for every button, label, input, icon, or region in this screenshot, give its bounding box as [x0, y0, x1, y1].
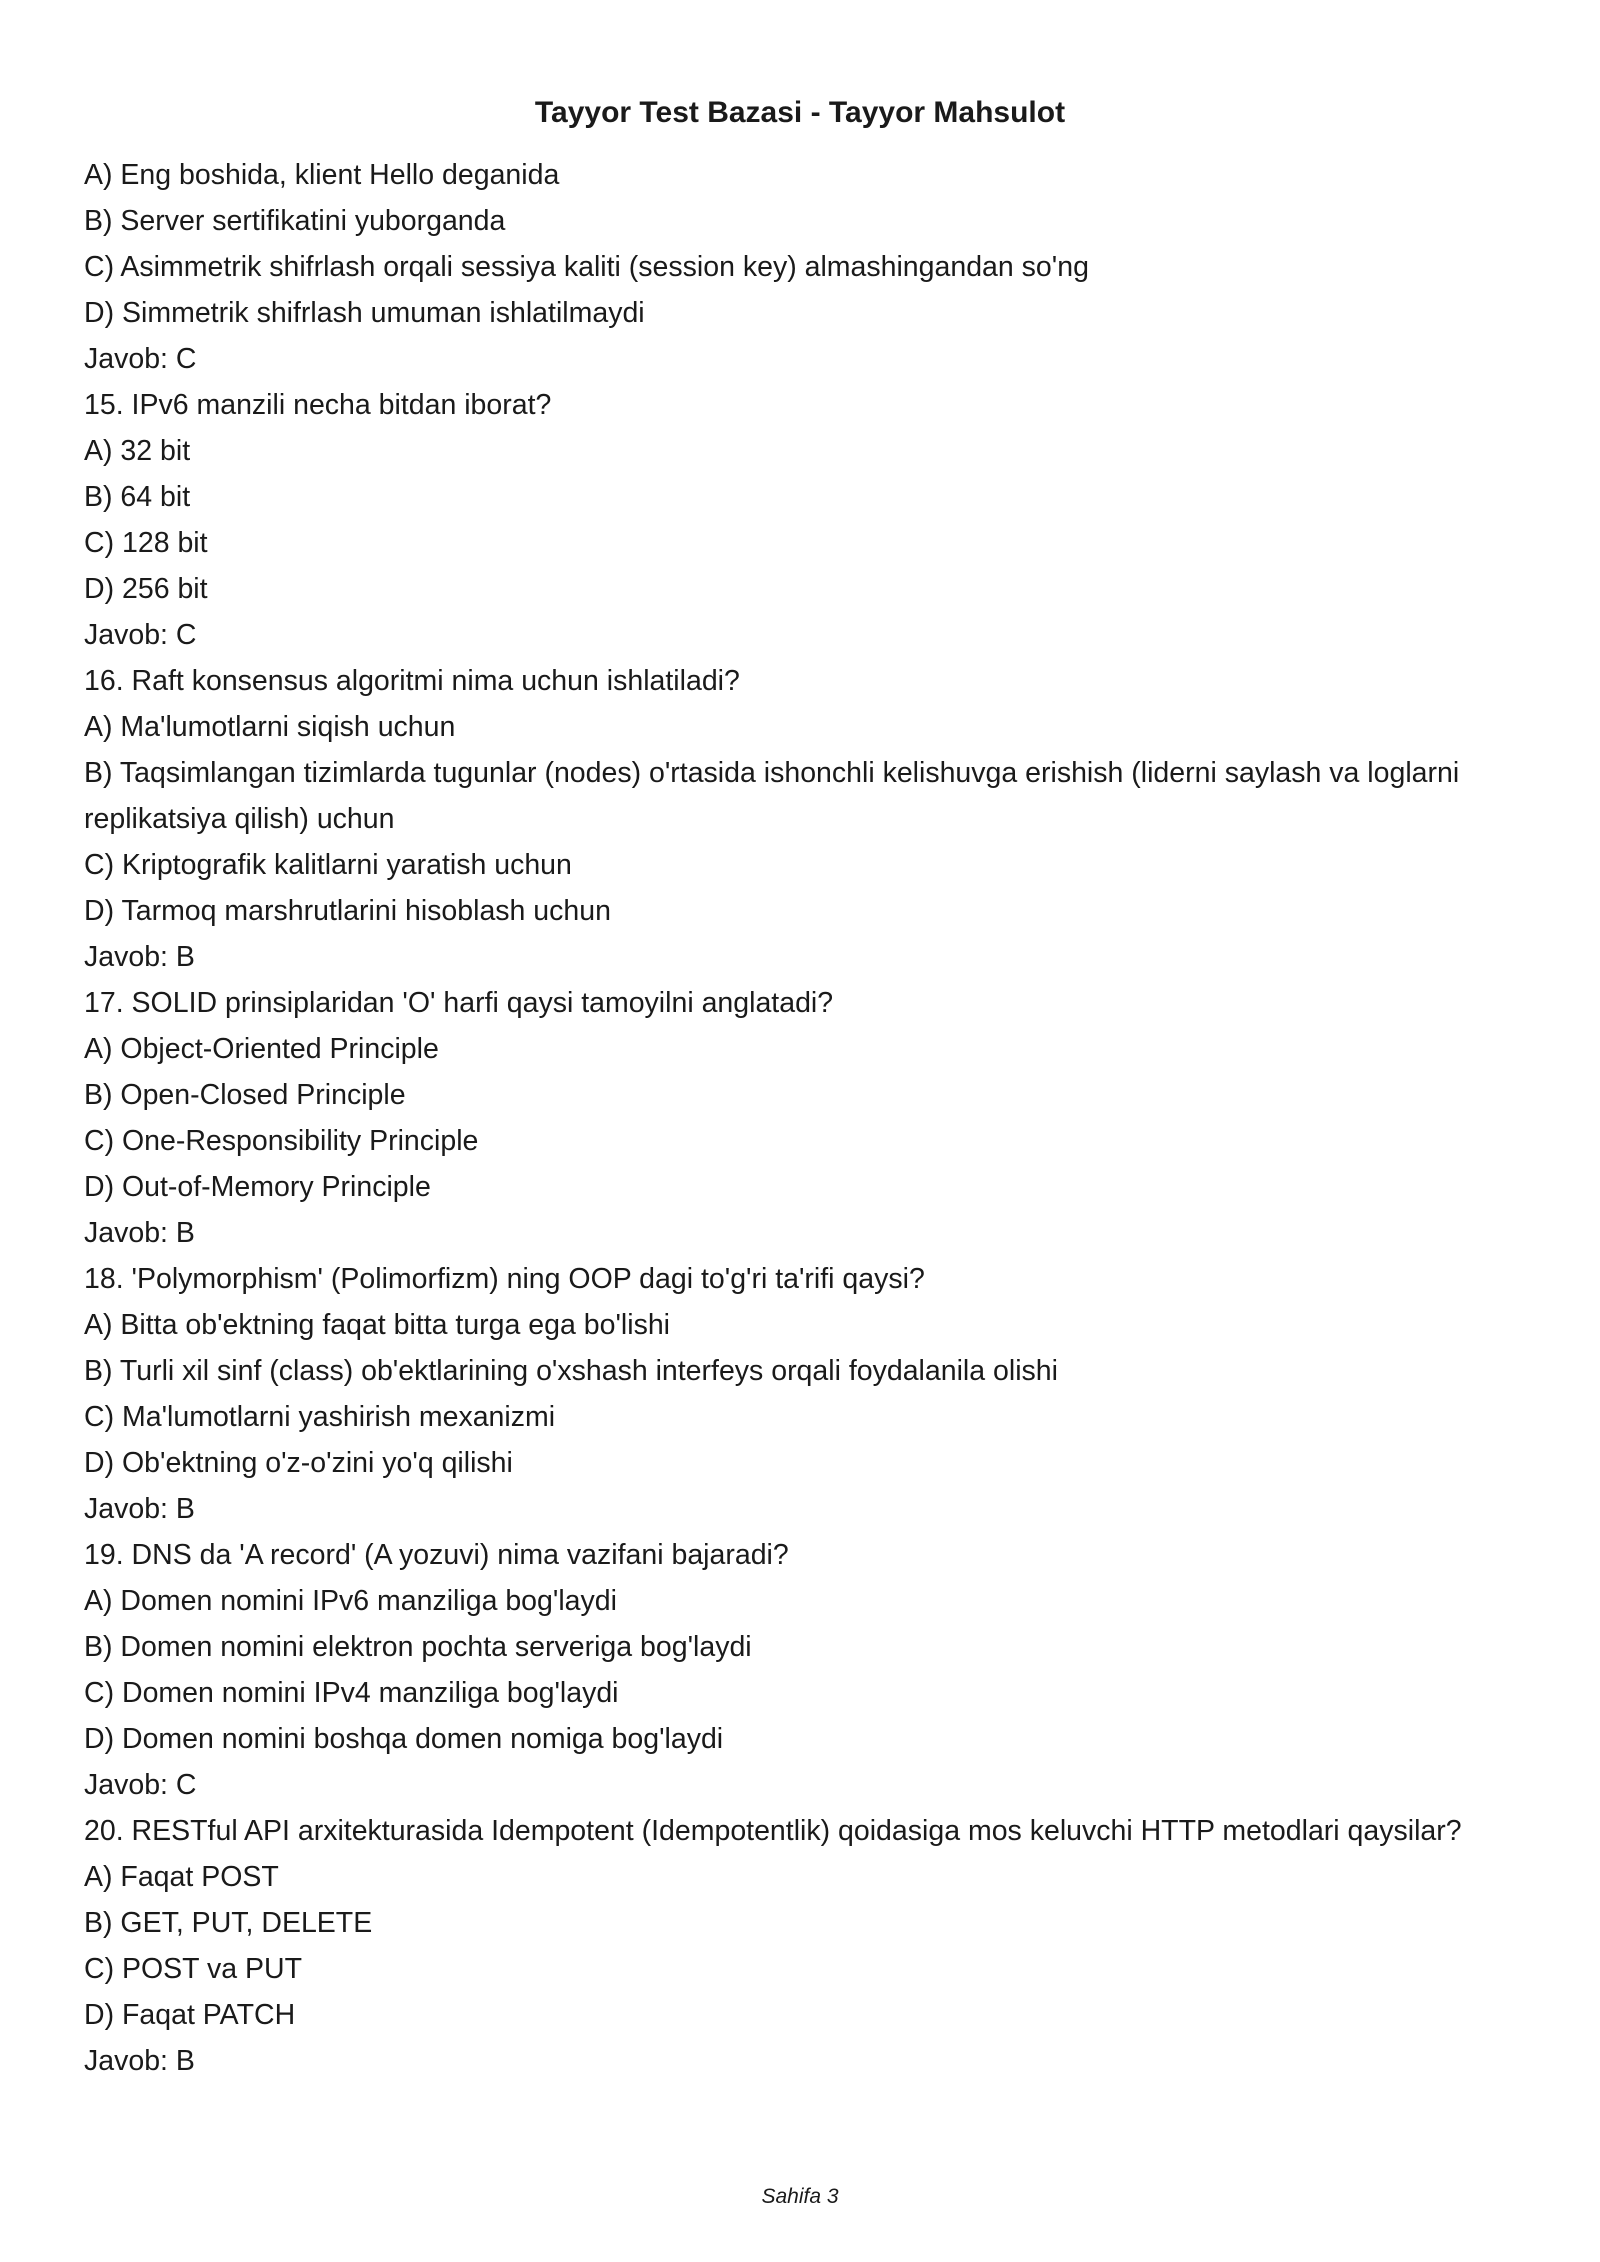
test-content — [84, 152, 1534, 2084]
answer-option: B) Domen nomini elektron pochta serveriga bog'laydi — [84, 1631, 752, 1663]
answer-option: A) Ma'lumotlarni siqish uchun — [84, 711, 456, 743]
question-text: 20. RESTful API arxitekturasida Idempotent (Idempotentlik) qoidasiga mos keluvchi HTTP metodlari qaysilar? — [84, 1815, 1462, 1847]
answer-option: C) One-Responsibility Principle — [84, 1125, 479, 1157]
answer-option: A) Object-Oriented Principle — [84, 1033, 439, 1065]
question-text: 16. Raft konsensus algoritmi nima uchun ishlatiladi? — [84, 665, 740, 697]
answer-option: A) Faqat POST — [84, 1861, 279, 1893]
answer-option: C) 128 bit — [84, 527, 208, 559]
answer-option: C) Domen nomini IPv4 manziliga bog'laydi — [84, 1677, 619, 1709]
answer-key: Javob: C — [84, 1769, 197, 1801]
answer-option: C) Asimmetrik shifrlash orqali sessiya kaliti (session key) almashingandan so'ng — [84, 251, 1089, 283]
answer-option: D) Ob'ektning o'z-o'zini yo'q qilishi — [84, 1447, 513, 1479]
answer-option: D) Simmetrik shifrlash umuman ishlatilmaydi — [84, 297, 645, 329]
answer-option: A) Eng boshida, klient Hello deganida — [84, 159, 560, 191]
answer-option: A) Bitta ob'ektning faqat bitta turga ega bo'lishi — [84, 1309, 671, 1341]
answer-option: D) Faqat PATCH — [84, 1999, 296, 2031]
answer-key: Javob: C — [84, 619, 197, 651]
answer-option: B) Taqsimlangan tizimlarda tugunlar (nodes) o'rtasida ishonchli kelishuvga erishish (liderni saylash va loglarni replikatsiya qilish) uchun — [84, 757, 1460, 835]
answer-key: Javob: B — [84, 2045, 195, 2077]
answer-option: B) Open-Closed Principle — [84, 1079, 406, 1111]
answer-option: B) GET, PUT, DELETE — [84, 1907, 373, 1939]
answer-option: B) 64 bit — [84, 481, 191, 513]
answer-option: B) Server sertifikatini yuborganda — [84, 205, 506, 237]
answer-key: Javob: B — [84, 941, 195, 973]
answer-option: C) Ma'lumotlarni yashirish mexanizmi — [84, 1401, 556, 1433]
answer-key: Javob: C — [84, 343, 197, 375]
answer-key: Javob: B — [84, 1493, 195, 1525]
answer-option: D) Domen nomini boshqa domen nomiga bog'laydi — [84, 1723, 724, 1755]
answer-option: D) Out-of-Memory Principle — [84, 1171, 431, 1203]
answer-option: B) Turli xil sinf (class) ob'ektlarining o'xshash interfeys orqali foydalanila olishi — [84, 1355, 1058, 1387]
answer-option: A) Domen nomini IPv6 manziliga bog'laydi — [84, 1585, 617, 1617]
page-title: Tayyor Test Bazasi - Tayyor Mahsulot — [534, 96, 1066, 129]
question-text: 18. 'Polymorphism' (Polimorfizm) ning OOP dagi to'g'ri ta'rifi qaysi? — [84, 1263, 925, 1295]
answer-option: C) POST va PUT — [84, 1953, 303, 1985]
question-text: 17. SOLID prinsiplaridan 'O' harfi qaysi tamoyilni anglatadi? — [84, 987, 834, 1019]
page-number: Sahifa 3 — [761, 2185, 839, 2208]
question-text: 15. IPv6 manzili necha bitdan iborat? — [84, 389, 552, 421]
answer-option: C) Kriptografik kalitlarni yaratish uchun — [84, 849, 572, 881]
answer-option: A) 32 bit — [84, 435, 191, 467]
answer-key: Javob: B — [84, 1217, 195, 1249]
question-text: 19. DNS da 'A record' (A yozuvi) nima vazifani bajaradi? — [84, 1539, 789, 1571]
answer-option: D) Tarmoq marshrutlarini hisoblash uchun — [84, 895, 611, 927]
answer-option: D) 256 bit — [84, 573, 208, 605]
